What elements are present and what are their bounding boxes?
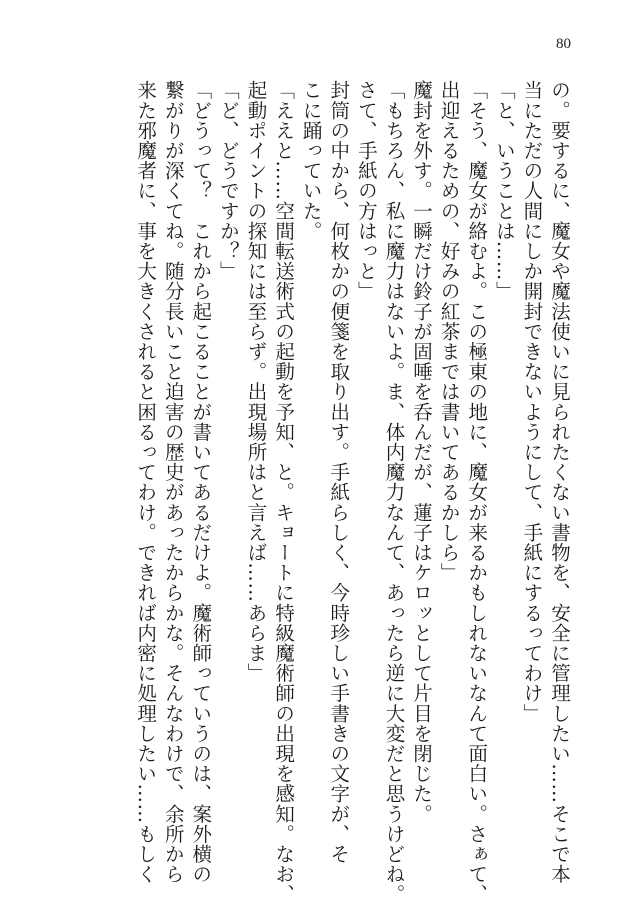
text-line: 「と、いうことは……」 xyxy=(492,80,516,302)
text-line: 繋がりが深くてね。随分長いこと迫害の歴史があったからかな。そんなわけで、余所から xyxy=(161,80,185,884)
text-line: 「ど、どうですか？」 xyxy=(216,80,240,281)
page-number: 80 xyxy=(556,36,571,52)
text-line: 当にただの人間にしか開封できないようにして、手紙にするってわけ」 xyxy=(520,80,544,724)
text-line: 「ええと……空間転送術式の起動を予知、と。キョートに特級魔術師の出現を感知。なお、 xyxy=(272,80,296,904)
text-line: 起動ポイントの探知には至らず。出現場所はと言えば……あらま」 xyxy=(244,80,268,683)
text-line: 「どうって？ これから起こることが書いてあるだけよ。魔術師っていうのは、案外横の xyxy=(189,80,213,884)
text-line: 封筒の中から、何枚かの便箋を取り出す。手紙らしく、今時珍しい手書きの文字が、そ xyxy=(327,80,351,864)
text-line: こに踊っていた。 xyxy=(299,80,323,241)
text-line: 「もちろん、私に魔力はないよ。ま、体内魔力なんて、あったら逆に大変だと思うけどね。 xyxy=(382,80,406,904)
text-line: さて、手紙の方はっと」 xyxy=(354,80,378,302)
text-line: 「そう、魔女が絡むよ。この極東の地に、魔女が来るかもしれないなんて面白い。さぁて、 xyxy=(465,80,489,904)
text-line: 魔封を外す。一瞬だけ鈴子が固唾を呑んだが、蓮子はケロッとして片目を閉じた。 xyxy=(410,80,434,824)
text-line: の。要するに、魔女や魔法使いに見られたくない書物を、安全に管理したい……そこで本 xyxy=(548,80,571,884)
text-line: 来た邪魔者に、事を大きくされると困るってわけ。できれば内密に処理したい……もしく xyxy=(134,80,158,884)
text-line: 出迎えるための、好みの紅茶までは書いてあるかしら」 xyxy=(437,80,461,583)
body-text xyxy=(132,80,574,904)
